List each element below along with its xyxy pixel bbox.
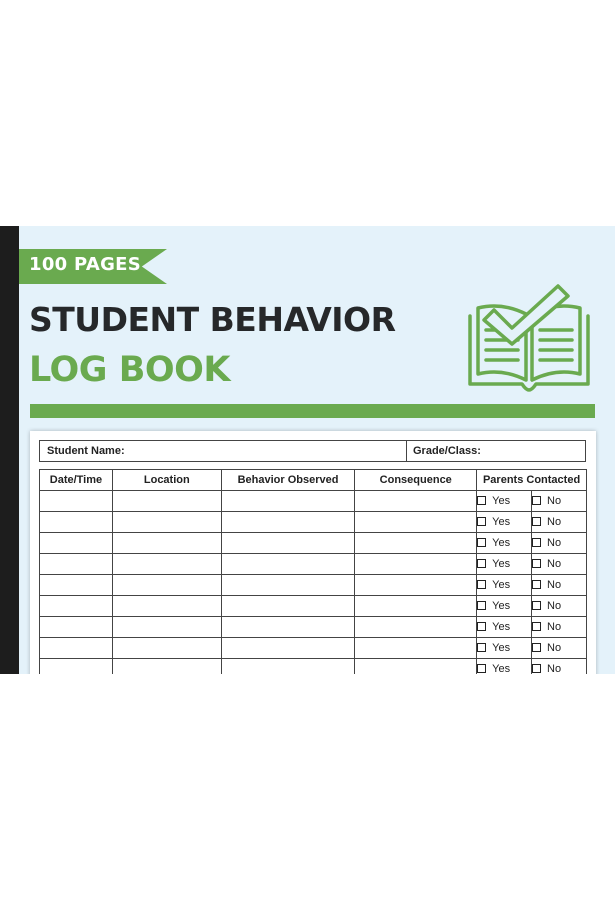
cell-behavior: [221, 575, 355, 596]
cell-yes: [477, 617, 532, 638]
cell-no: [532, 533, 587, 554]
cell-consequence: [355, 491, 477, 512]
yes-label: Yes: [492, 579, 511, 591]
pages-badge-text: 100 PAGES: [29, 254, 142, 275]
cell-location: [112, 596, 221, 617]
log-sheet: [30, 431, 596, 674]
cell-yes: [477, 491, 532, 512]
col-parents-contacted: Parents Contacted: [477, 470, 587, 491]
cell-no: [532, 554, 587, 575]
cell-behavior: [221, 533, 355, 554]
table-row: [40, 659, 587, 675]
no-checkbox: [532, 580, 541, 589]
yes-label: Yes: [492, 558, 511, 570]
cell-date: [40, 596, 113, 617]
no-checkbox: [532, 517, 541, 526]
col-behavior-observed: Behavior Observed: [221, 470, 355, 491]
book-spine: [0, 226, 19, 674]
cell-no: [532, 596, 587, 617]
cell-no: [532, 617, 587, 638]
divider-bar: [30, 404, 595, 418]
cell-behavior: [221, 512, 355, 533]
no-label: No: [547, 516, 562, 528]
student-info-row: [39, 440, 586, 462]
cell-location: [112, 533, 221, 554]
no-label: No: [547, 579, 562, 591]
yes-label: Yes: [492, 537, 511, 549]
cell-date: [40, 512, 113, 533]
cell-no: [532, 659, 587, 675]
no-label: No: [547, 663, 562, 674]
cell-behavior: [221, 491, 355, 512]
col-location: Location: [112, 470, 221, 491]
cell-no: [532, 638, 587, 659]
cell-behavior: [221, 596, 355, 617]
student-name-label: Student Name:: [47, 445, 125, 457]
table-header-row: [40, 470, 587, 491]
behavior-log-table: [39, 469, 587, 674]
cell-yes: [477, 533, 532, 554]
cell-yes: [477, 575, 532, 596]
no-checkbox: [532, 664, 541, 673]
grade-class-label: Grade/Class:: [413, 445, 481, 457]
table-row: [40, 617, 587, 638]
col-consequence: Consequence: [355, 470, 477, 491]
cell-behavior: [221, 554, 355, 575]
cell-location: [112, 512, 221, 533]
no-label: No: [547, 558, 562, 570]
yes-label: Yes: [492, 495, 511, 507]
open-book-checkmark-icon: [466, 280, 592, 396]
table-row: [40, 491, 587, 512]
no-checkbox: [532, 559, 541, 568]
cell-consequence: [355, 554, 477, 575]
cell-behavior: [221, 638, 355, 659]
cell-yes: [477, 596, 532, 617]
no-checkbox: [532, 496, 541, 505]
no-checkbox: [532, 622, 541, 631]
cell-location: [112, 575, 221, 596]
cell-behavior: [221, 659, 355, 675]
table-row: [40, 596, 587, 617]
yes-checkbox: [477, 559, 486, 568]
yes-checkbox: [477, 496, 486, 505]
cell-location: [112, 638, 221, 659]
yes-label: Yes: [492, 663, 511, 674]
cell-location: [112, 491, 221, 512]
table-row: [40, 554, 587, 575]
yes-checkbox: [477, 580, 486, 589]
yes-label: Yes: [492, 621, 511, 633]
cell-date: [40, 554, 113, 575]
yes-label: Yes: [492, 642, 511, 654]
book-cover: [0, 226, 615, 674]
no-checkbox: [532, 601, 541, 610]
cell-date: [40, 533, 113, 554]
title-line-1: STUDENT BEHAVIOR: [29, 300, 396, 339]
cell-consequence: [355, 638, 477, 659]
cell-date: [40, 491, 113, 512]
cell-yes: [477, 512, 532, 533]
col-date-time: Date/Time: [40, 470, 113, 491]
yes-checkbox: [477, 517, 486, 526]
cell-date: [40, 638, 113, 659]
no-label: No: [547, 495, 562, 507]
cell-date: [40, 575, 113, 596]
cell-consequence: [355, 512, 477, 533]
yes-checkbox: [477, 538, 486, 547]
cell-date: [40, 659, 113, 675]
cell-no: [532, 491, 587, 512]
table-row: [40, 575, 587, 596]
cell-yes: [477, 659, 532, 675]
cell-behavior: [221, 617, 355, 638]
cell-consequence: [355, 659, 477, 675]
cell-no: [532, 575, 587, 596]
yes-checkbox: [477, 622, 486, 631]
title-line-2: LOG BOOK: [29, 350, 231, 390]
table-row: [40, 638, 587, 659]
table-row: [40, 533, 587, 554]
cell-location: [112, 617, 221, 638]
yes-checkbox: [477, 643, 486, 652]
table-row: [40, 512, 587, 533]
cell-location: [112, 554, 221, 575]
cell-consequence: [355, 617, 477, 638]
yes-checkbox: [477, 664, 486, 673]
no-checkbox: [532, 538, 541, 547]
cell-consequence: [355, 596, 477, 617]
cell-consequence: [355, 533, 477, 554]
no-label: No: [547, 537, 562, 549]
no-checkbox: [532, 643, 541, 652]
cell-yes: [477, 554, 532, 575]
yes-label: Yes: [492, 516, 511, 528]
info-divider: [406, 441, 407, 461]
cell-location: [112, 659, 221, 675]
no-label: No: [547, 600, 562, 612]
no-label: No: [547, 621, 562, 633]
cell-yes: [477, 638, 532, 659]
yes-label: Yes: [492, 600, 511, 612]
yes-checkbox: [477, 601, 486, 610]
cell-no: [532, 512, 587, 533]
cell-date: [40, 617, 113, 638]
cell-consequence: [355, 575, 477, 596]
no-label: No: [547, 642, 562, 654]
